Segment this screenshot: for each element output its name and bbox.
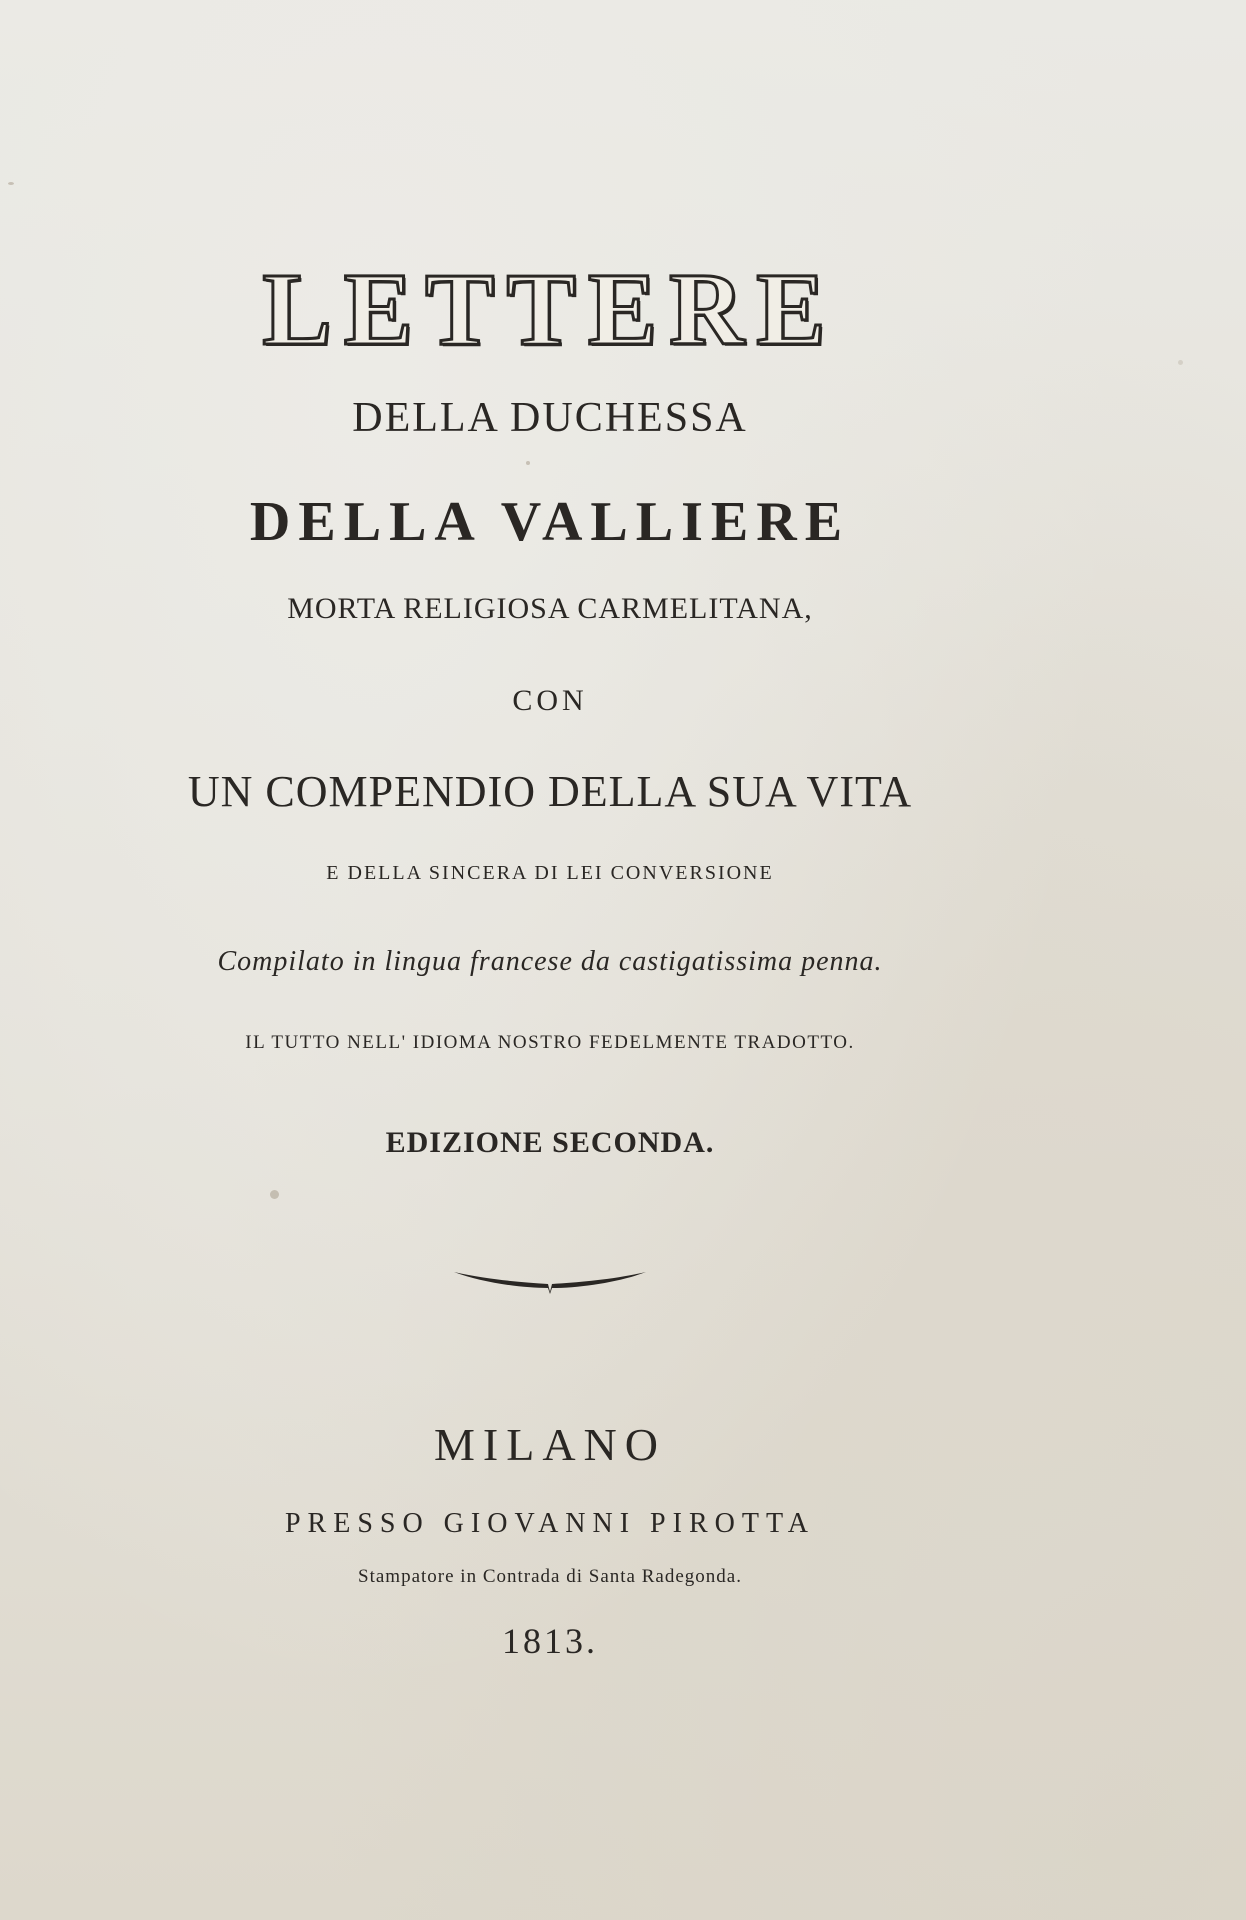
paper-fleck — [1178, 360, 1183, 365]
paper-fleck — [270, 1190, 279, 1199]
swelled-rule-ornament — [450, 1258, 650, 1298]
translation-note: IL TUTTO NELL' IDIOMA NOSTRO FEDELMENTE TRADOTTO. — [245, 1032, 855, 1053]
publisher-line: PRESSO GIOVANNI PIROTTA — [284, 1508, 816, 1539]
paper-fleck — [8, 182, 14, 185]
paper-fleck — [526, 461, 530, 465]
edition-line: EDIZIONE SECONDA. — [385, 1126, 715, 1159]
compendium-line: UN COMPENDIO DELLA SUA VITA — [187, 767, 913, 816]
conversion-line: E DELLA SINCERA DI LEI CONVERSIONE — [326, 862, 774, 884]
book-title: LETTERE — [262, 252, 838, 367]
conjunction-line: CON — [512, 684, 588, 717]
place-of-publication: MILANO — [434, 1419, 666, 1470]
publication-year: 1813. — [502, 1621, 598, 1661]
compilation-note: Compilato in lingua francese da castigatissima penna. — [217, 946, 883, 977]
subtitle-line-1: DELLA DUCHESSA — [352, 395, 748, 441]
subtitle-line-2: DELLA VALLIERE — [249, 491, 851, 553]
description-line: MORTA RELIGIOSA CARMELITANA, — [287, 592, 813, 625]
printer-address: Stampatore in Contrada di Santa Radegonda. — [358, 1566, 742, 1587]
